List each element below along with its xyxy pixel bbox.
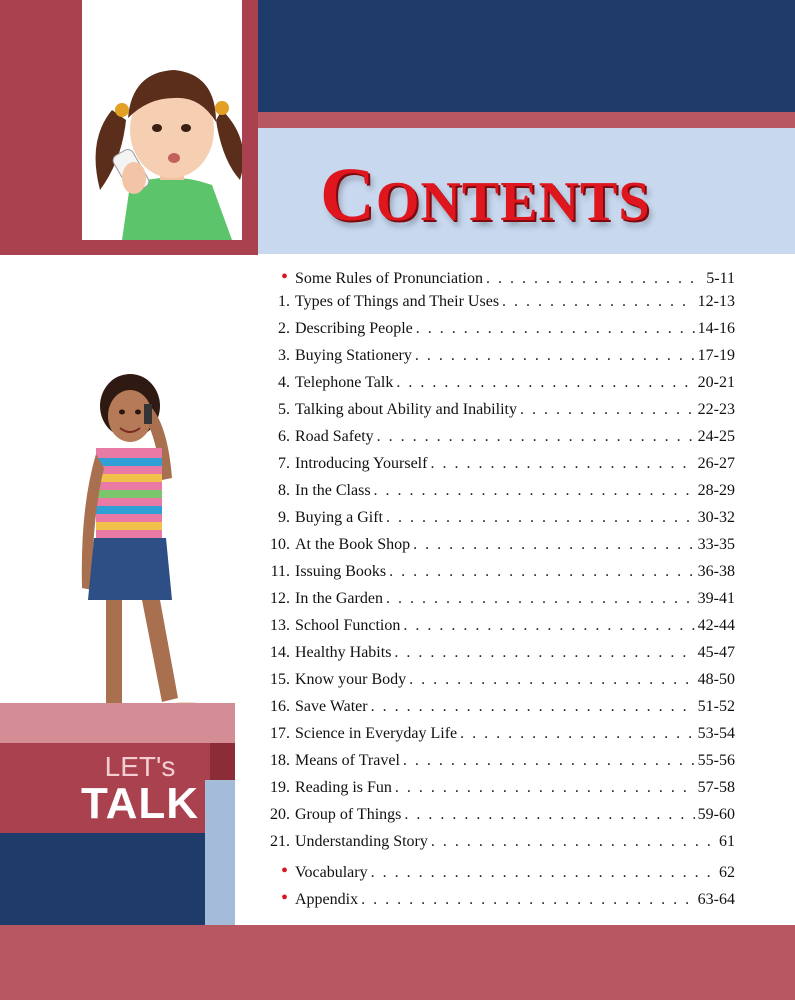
entry-pages: 53-54 [697, 725, 735, 742]
entry-number: 14. [270, 644, 290, 661]
contents-entry [250, 833, 735, 860]
entry-title: Types of Things and Their Uses [295, 293, 500, 310]
entry-pages: 36-38 [697, 563, 735, 580]
entry-title: School Function [295, 617, 401, 634]
dot-leader [409, 671, 695, 689]
contents-entry [250, 563, 735, 590]
entry-pages: 28-29 [697, 482, 735, 499]
entry-title: Road Safety [295, 428, 374, 445]
dot-leader [502, 293, 695, 311]
girl-on-phone-photo [82, 0, 258, 240]
contents-entry [250, 698, 735, 725]
contents-entry [250, 887, 735, 914]
entry-pages: 39-41 [697, 590, 735, 607]
entry-pages: 14-16 [697, 320, 735, 337]
entry-number: 16. [270, 698, 290, 715]
entry-pages: 45-47 [697, 644, 735, 661]
contents-entry [250, 428, 735, 455]
dot-leader [371, 864, 716, 882]
entry-pages: 20-21 [697, 374, 735, 391]
entry-title: Introducing Yourself [295, 455, 428, 472]
dot-leader [361, 891, 695, 909]
logo-lets: LET's [104, 751, 176, 782]
entry-pages: 24-25 [697, 428, 735, 445]
entry-number: 6. [278, 428, 290, 445]
entry-pages: 42-44 [697, 617, 735, 634]
entry-bullet: • [280, 860, 288, 882]
entry-bullet: • [280, 266, 288, 288]
entry-title: Buying Stationery [295, 347, 412, 364]
contents-entry [250, 671, 735, 698]
contents-entry [250, 266, 735, 293]
dot-leader [374, 482, 695, 500]
entry-pages: 26-27 [697, 455, 735, 472]
contents-entry [250, 374, 735, 401]
dot-leader [386, 509, 695, 527]
entry-pages: 51-52 [697, 698, 735, 715]
entry-pages: 62 [719, 864, 735, 881]
entry-number: 2. [278, 320, 290, 337]
dot-leader [486, 270, 703, 288]
title-rest: ONTENTS [375, 171, 651, 233]
entry-number: 3. [278, 347, 290, 364]
contents-entry [250, 401, 735, 428]
logo-talk: TALK [80, 779, 200, 828]
dot-leader [395, 779, 695, 797]
contents-entry [250, 455, 735, 482]
entry-number: 4. [278, 374, 290, 391]
top-red-strip [258, 112, 795, 128]
dot-leader [413, 536, 695, 554]
contents-entry [250, 806, 735, 833]
entry-pages: 61 [719, 833, 735, 850]
entry-number: 13. [270, 617, 290, 634]
entry-bullet: • [280, 887, 288, 909]
dot-leader [460, 725, 695, 743]
top-navy-band [258, 0, 795, 112]
title-first-letter: C [320, 153, 376, 237]
entry-title: Telephone Talk [295, 374, 394, 391]
top-left-color-bar [0, 0, 82, 255]
lets-talk-logo [70, 752, 210, 826]
entry-title: Save Water [295, 698, 368, 715]
entry-number: 8. [278, 482, 290, 499]
contents-entry [250, 320, 735, 347]
contents-list [250, 266, 735, 914]
entry-pages: 12-13 [697, 293, 735, 310]
dot-leader [403, 617, 694, 635]
contents-entry [250, 536, 735, 563]
contents-entry [250, 779, 735, 806]
dot-leader [386, 590, 695, 608]
entry-title: Vocabulary [295, 864, 368, 881]
entry-number: 10. [270, 536, 290, 553]
bottom-navy-block [0, 833, 205, 925]
entry-number: 1. [278, 293, 290, 310]
entry-title: Some Rules of Pronunciation [295, 270, 483, 287]
dot-leader [415, 347, 695, 365]
entry-title: Talking about Ability and Inability [295, 401, 517, 418]
dot-leader [404, 806, 694, 824]
entry-pages: 30-32 [697, 509, 735, 526]
entry-title: Reading is Fun [295, 779, 392, 796]
entry-title: Science in Everyday Life [295, 725, 458, 742]
entry-title: In the Class [295, 482, 371, 499]
entry-number: 7. [278, 455, 290, 472]
entry-pages: 22-23 [697, 401, 735, 418]
page-title [320, 152, 651, 239]
entry-number: 19. [270, 779, 290, 796]
contents-entry [250, 482, 735, 509]
contents-entry [250, 347, 735, 374]
entry-pages: 59-60 [697, 806, 735, 823]
entry-number: 21. [270, 833, 290, 850]
entry-pages: 57-58 [697, 779, 735, 796]
entry-title: Understanding Story [295, 833, 428, 850]
entry-title: Issuing Books [295, 563, 387, 580]
entry-pages: 63-64 [697, 891, 735, 908]
footer-bar [0, 925, 795, 1000]
entry-number: 17. [270, 725, 290, 742]
entry-number: 5. [278, 401, 290, 418]
entry-title: Means of Travel [295, 752, 400, 769]
entry-number: 9. [278, 509, 290, 526]
dot-leader [430, 455, 694, 473]
contents-entry [250, 752, 735, 779]
entry-title: Group of Things [295, 806, 402, 823]
entry-pages: 55-56 [697, 752, 735, 769]
contents-entry [250, 590, 735, 617]
entry-pages: 17-19 [697, 347, 735, 364]
logo-box-top-face [0, 703, 235, 743]
photo-frame [82, 0, 258, 240]
entry-pages: 48-50 [697, 671, 735, 688]
contents-entry [250, 725, 735, 752]
dot-leader [389, 563, 695, 581]
standing-girl-photo [68, 368, 228, 740]
entry-number: 12. [270, 590, 290, 607]
entry-title: At the Book Shop [295, 536, 411, 553]
contents-entry [250, 644, 735, 671]
photo-frame-right-bar [242, 0, 258, 255]
contents-entry [250, 509, 735, 536]
entry-title: In the Garden [295, 590, 383, 607]
entry-title: Buying a Gift [295, 509, 383, 526]
entry-pages: 5-11 [706, 270, 735, 287]
entry-title: Healthy Habits [295, 644, 392, 661]
contents-entry [250, 860, 735, 887]
dot-leader [377, 428, 695, 446]
dot-leader [416, 320, 695, 338]
entry-title: Appendix [295, 891, 359, 908]
contents-entry [250, 617, 735, 644]
photo-frame-bottom-bar [82, 240, 258, 255]
entry-number: 20. [270, 806, 290, 823]
dot-leader [371, 698, 695, 716]
dot-leader [394, 644, 694, 662]
entry-number: 18. [270, 752, 290, 769]
entry-number: 15. [270, 671, 290, 688]
dot-leader [520, 401, 695, 419]
entry-title: Know your Body [295, 671, 407, 688]
dot-leader [431, 833, 716, 851]
entry-title: Describing People [295, 320, 413, 337]
dot-leader [403, 752, 695, 770]
entry-number: 11. [270, 563, 290, 580]
dot-leader [396, 374, 694, 392]
entry-pages: 33-35 [697, 536, 735, 553]
contents-entry [250, 293, 735, 320]
